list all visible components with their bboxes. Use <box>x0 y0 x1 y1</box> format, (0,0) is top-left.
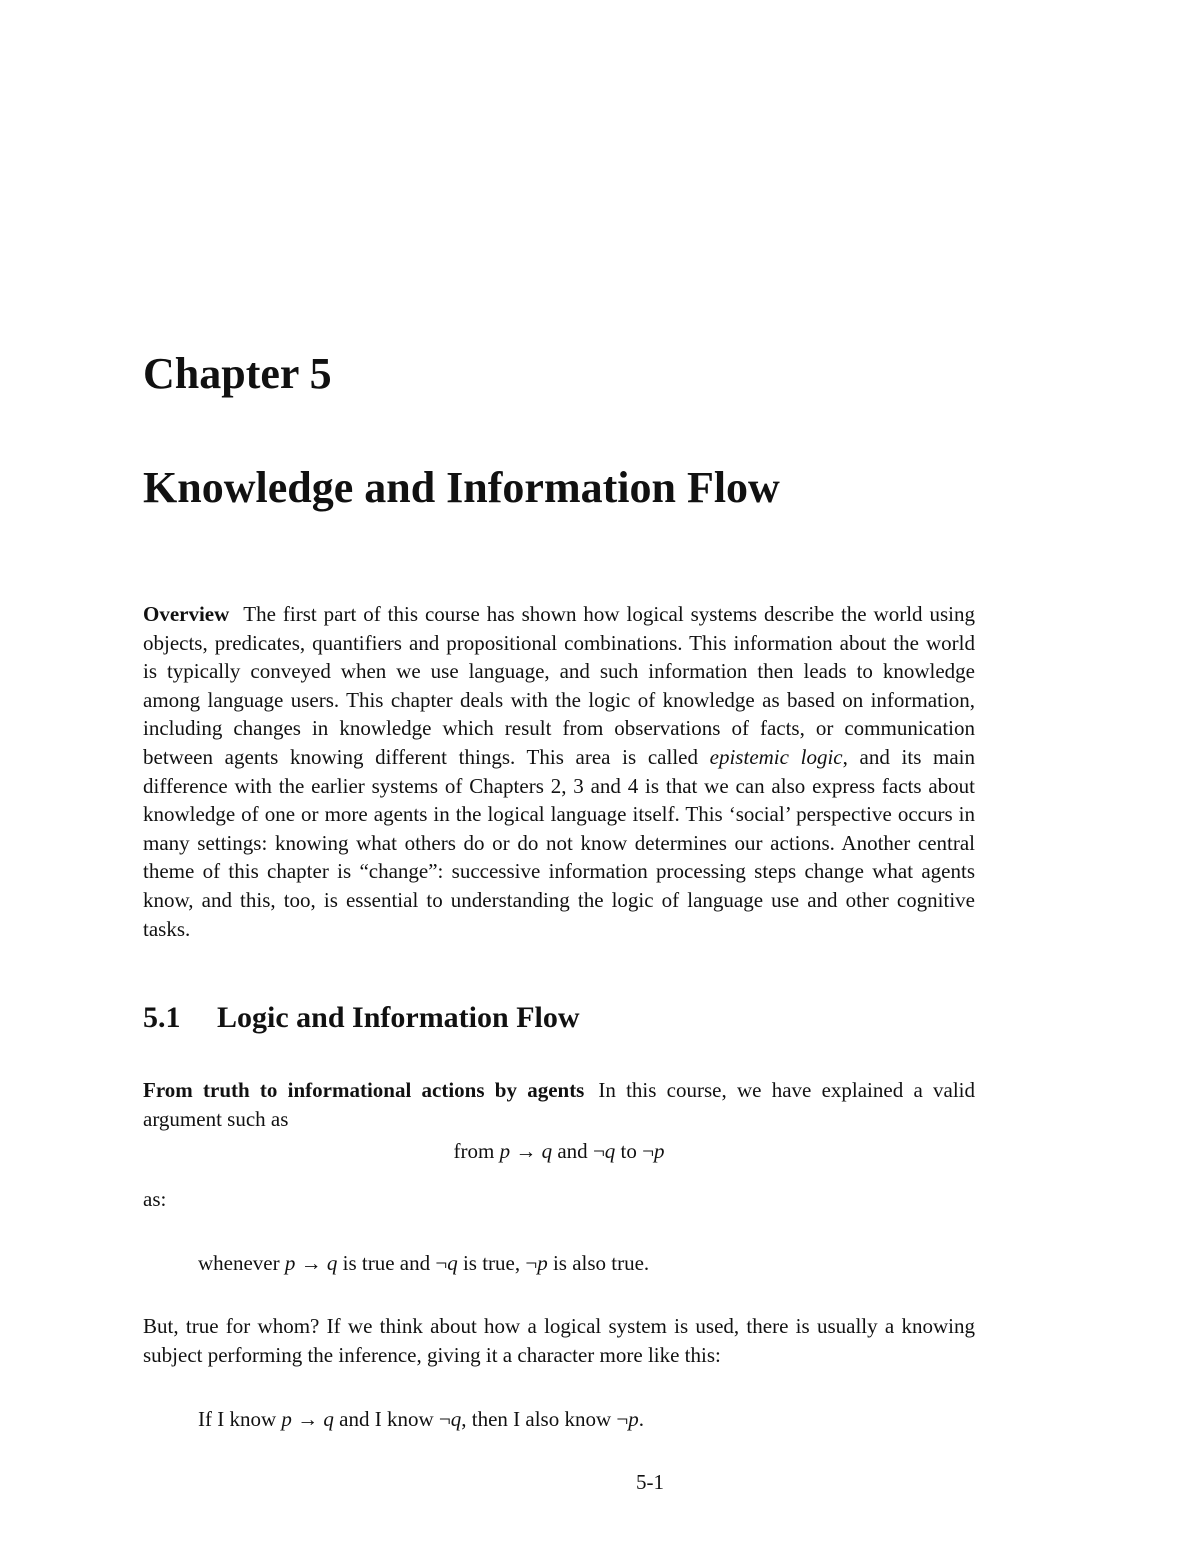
quote1-whenever: whenever <box>198 1251 285 1275</box>
display-to: to <box>615 1139 643 1163</box>
display-neg-1: ¬ <box>592 1139 605 1163</box>
display-p-2: p <box>653 1139 665 1163</box>
quote1-p-1: p <box>284 1251 296 1275</box>
quote2-neg-2: ¬ <box>616 1407 629 1431</box>
truth-paragraph-heading: From truth to informational actions by agents <box>143 1078 585 1102</box>
display-and: and <box>552 1139 593 1163</box>
display-q-1: q <box>541 1139 553 1163</box>
quote2-period: . <box>638 1407 644 1431</box>
quote1-arrow: → <box>295 1251 327 1275</box>
quote2-then-i-also-know: , then I also know <box>461 1407 617 1431</box>
as-line: as: <box>143 1187 167 1211</box>
quote1-q-1: q <box>326 1251 338 1275</box>
overview-heading: Overview <box>143 602 230 626</box>
section-title: Logic and Information Flow <box>217 1001 580 1034</box>
overview-text-1: The first part of this course has shown how logical systems describe the world using objects, predicates, quantifiers and propositional combinations. This information about the world is typically conveyed when we use language, and such information then leads to knowledge among language users. This chapter deals with the logic of knowledge as based on information, including changes in knowledge which result from observations of facts, or communication between agents knowing different things. This area is called <box>143 602 975 769</box>
display-q-2: q <box>604 1139 616 1163</box>
display-arrow: → <box>510 1139 542 1163</box>
quote1-neg-2: ¬ <box>525 1251 538 1275</box>
display-neg-2: ¬ <box>642 1139 654 1163</box>
quote1-p-2: p <box>537 1251 548 1275</box>
quote2-p-1: p <box>281 1407 292 1431</box>
quote1-q-2: q <box>447 1251 458 1275</box>
quote2-q-2: q <box>450 1407 462 1431</box>
quote2-and-i-know: and I know <box>333 1407 439 1431</box>
chapter-title: Knowledge and Information Flow <box>143 463 780 512</box>
quote1-is-true-and: is true and <box>337 1251 436 1275</box>
quote2-arrow: → <box>291 1407 324 1431</box>
overview-emphasis: epistemic logic <box>709 744 843 769</box>
quote1-is-also-true: is also true. <box>547 1251 650 1275</box>
true-for-whom-paragraph: But, true for whom? If we think about how a logical system is used, there is usually a knowing subject performing the inference, giving it a character more like this: <box>143 1314 975 1367</box>
truth-paragraph-text: In this course, we have explained a valid argument such as <box>143 1078 975 1131</box>
overview-paragraph <box>143 600 975 943</box>
if-i-know-statement <box>198 1405 644 1433</box>
display-from: from <box>453 1139 495 1163</box>
section-number: 5.1 <box>143 1001 181 1034</box>
quote2-neg-1: ¬ <box>438 1407 451 1431</box>
quote1-is-true-comma: is true, <box>457 1251 526 1275</box>
truth-paragraph <box>143 1076 975 1133</box>
whenever-statement <box>198 1249 649 1277</box>
page-number: 5-1 <box>636 1470 664 1494</box>
display-p-1: p <box>499 1139 511 1163</box>
chapter-label: Chapter 5 <box>143 349 332 398</box>
overview-text-2: , and its main difference with the earlier systems of Chapters 2, 3 and 4 is that we can also express facts about knowledge of one or more agents in the logical language itself. This ‘social’ perspective occurs in many settings: knowing what others do or do not know determines our actions. Another central theme of this chapter is “change”: successive information processing steps change what agents know, and this, too, is essential to understanding the logic of language use and other cognitive tasks. <box>143 744 976 941</box>
quote2-q-1: q <box>323 1407 334 1431</box>
quote2-p-2: p <box>628 1407 639 1431</box>
quote2-if-i-know: If I know <box>198 1407 282 1431</box>
section-heading <box>143 1003 580 1033</box>
argument-display <box>143 1137 975 1165</box>
quote1-neg-1: ¬ <box>435 1251 448 1275</box>
